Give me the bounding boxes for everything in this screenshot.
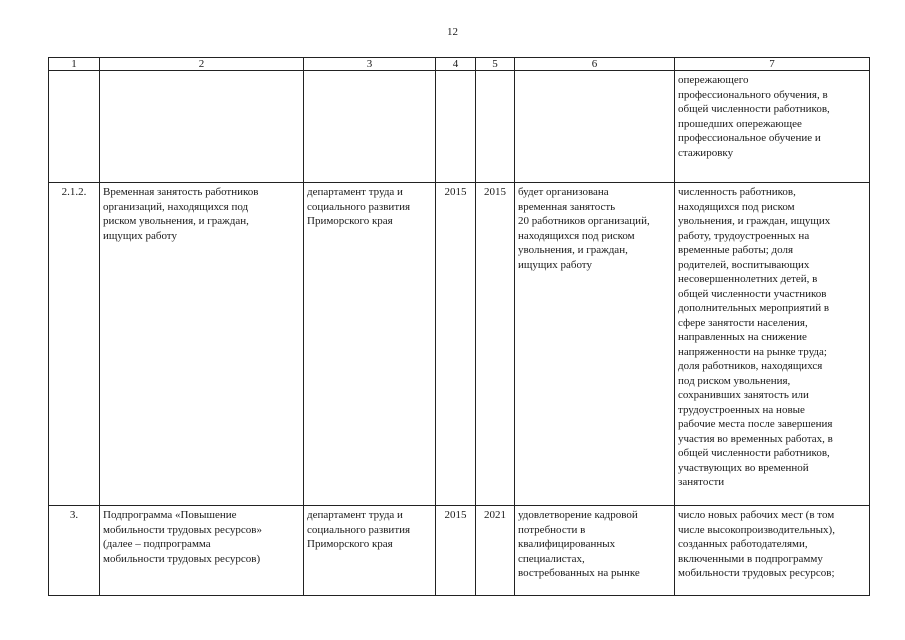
row-number: 3. (49, 506, 100, 596)
end-year: 2021 (476, 506, 515, 596)
row-number: 2.1.2. (49, 183, 100, 506)
expected-result: удовлетворение кадровой потребности в квалифицированных специалистах, востребованных на рынке (515, 506, 675, 596)
table-row (49, 71, 870, 183)
header-cell: 1 (49, 58, 100, 71)
start-year: 2015 (436, 183, 476, 506)
end-year: 2015 (476, 183, 515, 506)
indicator: число новых рабочих мест (в том числе высокопроизводительных), созданных работодателями, включенными в подпрограмму мобильности трудовых ресурсов; (675, 506, 870, 596)
start-year (436, 71, 476, 183)
indicator: опережающего профессионального обучения, в общей численности работников, прошедших опережающее профессиональное обучение и стажировку (675, 71, 870, 183)
expected-result: будет организована временная занятость 20 работников организаций, находящихся под риском увольнения, и граждан, ищущих работу (515, 183, 675, 506)
header-cell: 3 (304, 58, 436, 71)
header-row (49, 58, 870, 71)
table-row (49, 506, 870, 596)
responsible-executor: департамент труда и социального развития Приморского края (304, 183, 436, 506)
responsible-executor: департамент труда и социального развития Приморского края (304, 506, 436, 596)
header-cell: 4 (436, 58, 476, 71)
header-cell: 2 (100, 58, 304, 71)
event-name (100, 71, 304, 183)
responsible-executor (304, 71, 436, 183)
header-cell: 5 (476, 58, 515, 71)
page-number: 12 (447, 26, 458, 38)
table-row (49, 183, 870, 506)
expected-result (515, 71, 675, 183)
end-year (476, 71, 515, 183)
event-name: Временная занятость работников организаций, находящихся под риском увольнения, и граждан, ищущих работу (100, 183, 304, 506)
indicator: численность работников, находящихся под риском увольнения, и граждан, ищущих работу, трудоустроенных на временные работы; доля родителей, воспитывающих несовершеннолетних детей, в общей численности участников дополнительных мероприятий в сфере занятости населения, направленных на снижение напряженности на рынке труда; доля работников, находящихся под риском увольнения, сохранивших занятость или трудоустроенных на новые рабочие места после завершения участия во временных работах, в общей численности работников, участвующих во временной занятости (675, 183, 870, 506)
header-cell: 6 (515, 58, 675, 71)
row-number (49, 71, 100, 183)
header-cell: 7 (675, 58, 870, 71)
program-table (48, 57, 870, 596)
event-name: Подпрограмма «Повышение мобильности трудовых ресурсов» (далее – подпрограмма мобильности трудовых ресурсов) (100, 506, 304, 596)
start-year: 2015 (436, 506, 476, 596)
